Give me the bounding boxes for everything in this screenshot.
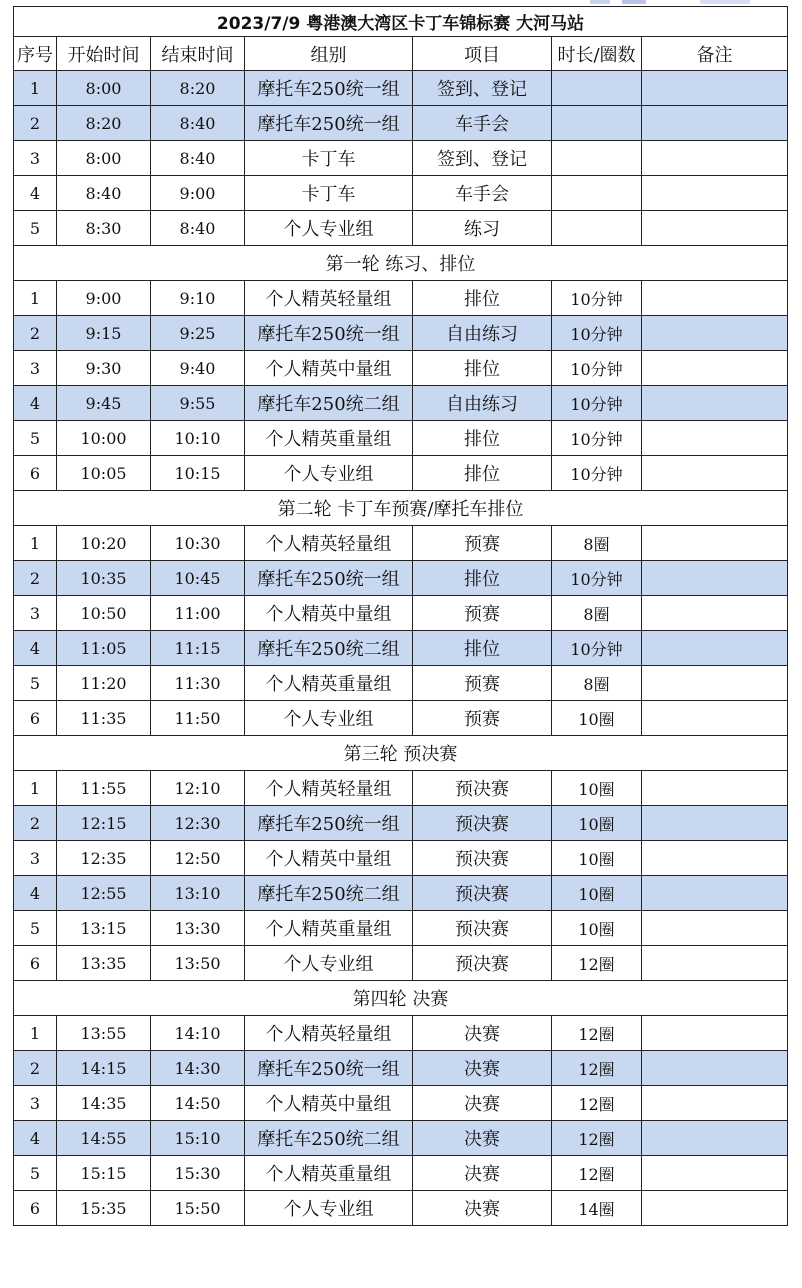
cell-note <box>642 841 788 876</box>
cell-end-time: 14:50 <box>151 1086 245 1121</box>
cell-item: 签到、登记 <box>413 71 552 106</box>
cell-note <box>642 806 788 841</box>
cell-duration: 10分钟 <box>552 456 642 491</box>
col-header-start: 开始时间 <box>57 37 151 71</box>
table-row <box>14 141 788 176</box>
cell-note <box>642 596 788 631</box>
cell-start-time: 12:35 <box>57 841 151 876</box>
cell-no: 5 <box>14 911 57 946</box>
cell-start-time: 8:00 <box>57 71 151 106</box>
table-row <box>14 316 788 351</box>
decorative-strip <box>622 0 646 4</box>
cell-start-time: 11:05 <box>57 631 151 666</box>
round-heading: 第四轮 决赛 <box>14 981 788 1016</box>
cell-duration: 10分钟 <box>552 281 642 316</box>
cell-item: 预决赛 <box>413 876 552 911</box>
cell-group: 个人精英中量组 <box>245 351 413 386</box>
table-row <box>14 1156 788 1191</box>
table-row <box>14 596 788 631</box>
col-header-no: 序号 <box>14 37 57 71</box>
cell-group: 摩托车250统一组 <box>245 561 413 596</box>
cell-duration: 12圈 <box>552 1121 642 1156</box>
cell-group: 摩托车250统二组 <box>245 631 413 666</box>
cell-no: 5 <box>14 421 57 456</box>
cell-end-time: 11:30 <box>151 666 245 701</box>
cell-item: 预决赛 <box>413 771 552 806</box>
cell-duration: 10分钟 <box>552 561 642 596</box>
cell-no: 6 <box>14 1191 57 1226</box>
cell-start-time: 14:15 <box>57 1051 151 1086</box>
table-row <box>14 631 788 666</box>
cell-duration: 8圈 <box>552 526 642 561</box>
cell-item: 车手会 <box>413 176 552 211</box>
cell-start-time: 12:15 <box>57 806 151 841</box>
col-header-end: 结束时间 <box>151 37 245 71</box>
cell-note <box>642 1121 788 1156</box>
cell-start-time: 9:15 <box>57 316 151 351</box>
cell-end-time: 11:15 <box>151 631 245 666</box>
cell-group: 摩托车250统二组 <box>245 1121 413 1156</box>
cell-duration: 10分钟 <box>552 631 642 666</box>
cell-group: 个人精英重量组 <box>245 911 413 946</box>
cell-note <box>642 211 788 246</box>
cell-no: 3 <box>14 351 57 386</box>
round-heading-row <box>14 736 788 771</box>
cell-item: 自由练习 <box>413 386 552 421</box>
round-heading-row <box>14 491 788 526</box>
col-header-item: 项目 <box>413 37 552 71</box>
cell-item: 自由练习 <box>413 316 552 351</box>
cell-start-time: 8:40 <box>57 176 151 211</box>
table-row <box>14 71 788 106</box>
cell-end-time: 15:30 <box>151 1156 245 1191</box>
cell-item: 决赛 <box>413 1016 552 1051</box>
cell-end-time: 8:20 <box>151 71 245 106</box>
cell-end-time: 13:30 <box>151 911 245 946</box>
cell-item: 决赛 <box>413 1051 552 1086</box>
cell-start-time: 8:20 <box>57 106 151 141</box>
cell-start-time: 13:15 <box>57 911 151 946</box>
table-row <box>14 281 788 316</box>
cell-no: 3 <box>14 596 57 631</box>
cell-group: 摩托车250统一组 <box>245 106 413 141</box>
cell-start-time: 15:15 <box>57 1156 151 1191</box>
cell-item: 预决赛 <box>413 841 552 876</box>
cell-group: 摩托车250统二组 <box>245 386 413 421</box>
cell-item: 预赛 <box>413 526 552 561</box>
cell-note <box>642 666 788 701</box>
schedule-table <box>13 6 788 1226</box>
cell-group: 摩托车250统一组 <box>245 806 413 841</box>
cell-item: 预决赛 <box>413 806 552 841</box>
table-row <box>14 176 788 211</box>
table-row <box>14 351 788 386</box>
cell-note <box>642 911 788 946</box>
cell-item: 预赛 <box>413 701 552 736</box>
cell-start-time: 10:20 <box>57 526 151 561</box>
cell-item: 排位 <box>413 561 552 596</box>
col-header-group: 组别 <box>245 37 413 71</box>
cell-end-time: 10:10 <box>151 421 245 456</box>
cell-no: 2 <box>14 1051 57 1086</box>
cell-no: 2 <box>14 316 57 351</box>
cell-duration: 10圈 <box>552 806 642 841</box>
cell-duration <box>552 71 642 106</box>
table-row <box>14 1121 788 1156</box>
cell-item: 预赛 <box>413 596 552 631</box>
cell-duration <box>552 211 642 246</box>
table-row <box>14 701 788 736</box>
cell-end-time: 10:15 <box>151 456 245 491</box>
cell-item: 决赛 <box>413 1156 552 1191</box>
cell-duration: 10分钟 <box>552 351 642 386</box>
cell-end-time: 8:40 <box>151 141 245 176</box>
cell-start-time: 13:35 <box>57 946 151 981</box>
cell-no: 1 <box>14 71 57 106</box>
cell-note <box>642 771 788 806</box>
cell-end-time: 12:30 <box>151 806 245 841</box>
cell-end-time: 10:30 <box>151 526 245 561</box>
cell-start-time: 10:00 <box>57 421 151 456</box>
cell-duration: 10分钟 <box>552 316 642 351</box>
cell-no: 1 <box>14 1016 57 1051</box>
cell-duration: 10圈 <box>552 771 642 806</box>
cell-group: 个人精英轻量组 <box>245 771 413 806</box>
cell-end-time: 13:10 <box>151 876 245 911</box>
cell-end-time: 12:10 <box>151 771 245 806</box>
cell-duration: 10圈 <box>552 841 642 876</box>
cell-start-time: 8:30 <box>57 211 151 246</box>
cell-note <box>642 316 788 351</box>
cell-duration: 12圈 <box>552 1051 642 1086</box>
table-row <box>14 806 788 841</box>
cell-group: 个人精英重量组 <box>245 666 413 701</box>
cell-no: 6 <box>14 946 57 981</box>
cell-duration: 12圈 <box>552 946 642 981</box>
cell-group: 个人专业组 <box>245 1191 413 1226</box>
table-row <box>14 106 788 141</box>
cell-end-time: 9:25 <box>151 316 245 351</box>
table-row <box>14 841 788 876</box>
cell-end-time: 15:50 <box>151 1191 245 1226</box>
cell-end-time: 14:30 <box>151 1051 245 1086</box>
cell-duration: 12圈 <box>552 1156 642 1191</box>
cell-start-time: 8:00 <box>57 141 151 176</box>
cell-note <box>642 141 788 176</box>
cell-note <box>642 561 788 596</box>
table-row <box>14 456 788 491</box>
table-row <box>14 876 788 911</box>
cell-group: 个人精英中量组 <box>245 1086 413 1121</box>
cell-note <box>642 631 788 666</box>
cell-start-time: 11:55 <box>57 771 151 806</box>
cell-note <box>642 1051 788 1086</box>
cell-start-time: 14:35 <box>57 1086 151 1121</box>
cell-duration: 10分钟 <box>552 421 642 456</box>
cell-start-time: 15:35 <box>57 1191 151 1226</box>
cell-duration: 10分钟 <box>552 386 642 421</box>
cell-item: 预决赛 <box>413 946 552 981</box>
cell-end-time: 9:55 <box>151 386 245 421</box>
cell-duration: 8圈 <box>552 596 642 631</box>
cell-end-time: 11:00 <box>151 596 245 631</box>
cell-group: 个人精英重量组 <box>245 1156 413 1191</box>
header-row <box>14 37 788 71</box>
cell-end-time: 13:50 <box>151 946 245 981</box>
cell-group: 个人专业组 <box>245 211 413 246</box>
cell-no: 3 <box>14 141 57 176</box>
cell-no: 4 <box>14 386 57 421</box>
cell-group: 个人精英轻量组 <box>245 526 413 561</box>
table-row <box>14 1191 788 1226</box>
cell-group: 个人精英轻量组 <box>245 281 413 316</box>
round-heading: 第一轮 练习、排位 <box>14 246 788 281</box>
cell-note <box>642 1086 788 1121</box>
cell-end-time: 10:45 <box>151 561 245 596</box>
cell-no: 2 <box>14 106 57 141</box>
cell-duration: 12圈 <box>552 1016 642 1051</box>
cell-note <box>642 876 788 911</box>
cell-duration: 10圈 <box>552 876 642 911</box>
cell-no: 5 <box>14 1156 57 1191</box>
table-row <box>14 421 788 456</box>
cell-start-time: 11:35 <box>57 701 151 736</box>
col-header-duration: 时长/圈数 <box>552 37 642 71</box>
cell-item: 决赛 <box>413 1086 552 1121</box>
cell-group: 个人精英中量组 <box>245 841 413 876</box>
cell-no: 2 <box>14 561 57 596</box>
cell-end-time: 9:10 <box>151 281 245 316</box>
cell-item: 签到、登记 <box>413 141 552 176</box>
cell-note <box>642 1191 788 1226</box>
cell-no: 3 <box>14 841 57 876</box>
cell-group: 个人精英轻量组 <box>245 1016 413 1051</box>
cell-start-time: 10:35 <box>57 561 151 596</box>
cell-item: 决赛 <box>413 1121 552 1156</box>
cell-note <box>642 421 788 456</box>
cell-group: 摩托车250统一组 <box>245 316 413 351</box>
cell-start-time: 14:55 <box>57 1121 151 1156</box>
table-row <box>14 1016 788 1051</box>
cell-no: 1 <box>14 281 57 316</box>
cell-end-time: 9:40 <box>151 351 245 386</box>
cell-end-time: 9:00 <box>151 176 245 211</box>
table-row <box>14 666 788 701</box>
table-row <box>14 771 788 806</box>
cell-no: 1 <box>14 526 57 561</box>
cell-no: 4 <box>14 876 57 911</box>
cell-note <box>642 701 788 736</box>
schedule-body <box>14 71 788 1226</box>
cell-group: 个人精英中量组 <box>245 596 413 631</box>
cell-no: 1 <box>14 771 57 806</box>
cell-note <box>642 1016 788 1051</box>
cell-duration: 14圈 <box>552 1191 642 1226</box>
table-row <box>14 1086 788 1121</box>
cell-note <box>642 106 788 141</box>
cell-note <box>642 1156 788 1191</box>
decorative-strip <box>700 0 750 4</box>
cell-duration <box>552 106 642 141</box>
cell-end-time: 8:40 <box>151 211 245 246</box>
cell-duration: 10圈 <box>552 911 642 946</box>
cell-item: 预决赛 <box>413 911 552 946</box>
cell-no: 5 <box>14 211 57 246</box>
cell-end-time: 12:50 <box>151 841 245 876</box>
cell-group: 卡丁车 <box>245 141 413 176</box>
cell-item: 排位 <box>413 281 552 316</box>
cell-end-time: 14:10 <box>151 1016 245 1051</box>
cell-duration: 12圈 <box>552 1086 642 1121</box>
round-heading-row <box>14 981 788 1016</box>
cell-start-time: 10:50 <box>57 596 151 631</box>
cell-end-time: 15:10 <box>151 1121 245 1156</box>
cell-item: 决赛 <box>413 1191 552 1226</box>
cell-note <box>642 386 788 421</box>
cell-duration <box>552 141 642 176</box>
cell-no: 4 <box>14 631 57 666</box>
cell-start-time: 9:30 <box>57 351 151 386</box>
col-header-note: 备注 <box>642 37 788 71</box>
cell-start-time: 11:20 <box>57 666 151 701</box>
table-row <box>14 946 788 981</box>
cell-start-time: 13:55 <box>57 1016 151 1051</box>
cell-group: 摩托车250统一组 <box>245 71 413 106</box>
round-heading-row <box>14 246 788 281</box>
cell-end-time: 11:50 <box>151 701 245 736</box>
cell-group: 个人专业组 <box>245 946 413 981</box>
cell-no: 4 <box>14 1121 57 1156</box>
cell-end-time: 8:40 <box>151 106 245 141</box>
cell-item: 预赛 <box>413 666 552 701</box>
cell-group: 摩托车250统二组 <box>245 876 413 911</box>
cell-group: 个人专业组 <box>245 456 413 491</box>
table-row <box>14 386 788 421</box>
cell-group: 卡丁车 <box>245 176 413 211</box>
cell-note <box>642 456 788 491</box>
cell-duration: 10圈 <box>552 701 642 736</box>
cell-item: 练习 <box>413 211 552 246</box>
cell-duration <box>552 176 642 211</box>
title-row <box>14 7 788 37</box>
cell-item: 排位 <box>413 456 552 491</box>
cell-group: 个人专业组 <box>245 701 413 736</box>
decorative-strip <box>590 0 610 4</box>
table-row <box>14 1051 788 1086</box>
cell-no: 6 <box>14 701 57 736</box>
cell-start-time: 12:55 <box>57 876 151 911</box>
table-row <box>14 911 788 946</box>
cell-start-time: 10:05 <box>57 456 151 491</box>
cell-no: 2 <box>14 806 57 841</box>
cell-note <box>642 526 788 561</box>
cell-group: 个人精英重量组 <box>245 421 413 456</box>
cell-item: 排位 <box>413 351 552 386</box>
schedule-title: 2023/7/9 粤港澳大湾区卡丁车锦标赛 大河马站 <box>14 7 788 37</box>
cell-note <box>642 176 788 211</box>
cell-note <box>642 351 788 386</box>
cell-note <box>642 946 788 981</box>
cell-item: 排位 <box>413 421 552 456</box>
cell-note <box>642 71 788 106</box>
cell-no: 4 <box>14 176 57 211</box>
round-heading: 第三轮 预决赛 <box>14 736 788 771</box>
cell-item: 排位 <box>413 631 552 666</box>
round-heading: 第二轮 卡丁车预赛/摩托车排位 <box>14 491 788 526</box>
cell-duration: 8圈 <box>552 666 642 701</box>
cell-no: 6 <box>14 456 57 491</box>
cell-start-time: 9:45 <box>57 386 151 421</box>
cell-note <box>642 281 788 316</box>
cell-no: 3 <box>14 1086 57 1121</box>
cell-start-time: 9:00 <box>57 281 151 316</box>
cell-item: 车手会 <box>413 106 552 141</box>
cell-group: 摩托车250统一组 <box>245 1051 413 1086</box>
cell-no: 5 <box>14 666 57 701</box>
table-row <box>14 526 788 561</box>
table-row <box>14 561 788 596</box>
table-row <box>14 211 788 246</box>
